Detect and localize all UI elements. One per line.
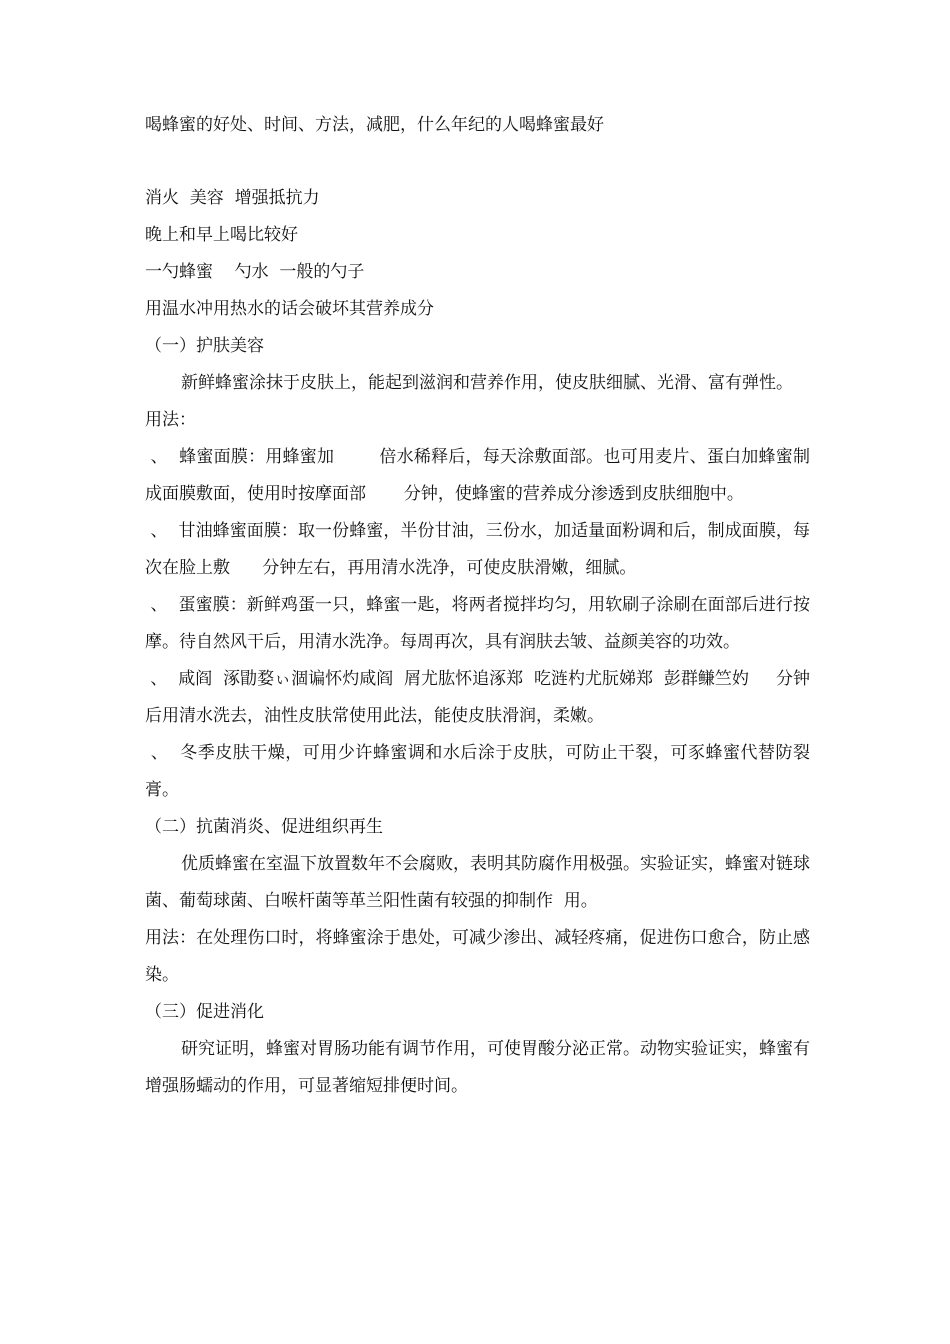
document-page xyxy=(145,112,810,1105)
section2-usage: 用法：在处理伤口时，将蜂蜜涂于患处，可减少渗出、减轻疼痛，促进伤口愈合，防止感染。 xyxy=(145,928,810,985)
intro-line-3: 一勺蜂蜜 勺水 一般的勺子 xyxy=(145,262,365,282)
intro-line-1: 消火 美容 增强抵抗力 xyxy=(145,188,320,208)
section1-item-2: 、 甘油蜂蜜面膜：取一份蜂蜜，半份甘油，三份水，加适量面粉调和后，制成面膜，每次在脸上敷 分钟左右，再用清水洗净，可使皮肤滑嫩，细腻。 xyxy=(145,521,811,578)
section1-heading: （一）护肤美容 xyxy=(145,336,264,356)
section3-body: 研究证明，蜂蜜对胃肠功能有调节作用，可使胃酸分泌正常。动物实验证实，蜂蜜有增强肠蠕动的作用，可显著缩短排便时间。 xyxy=(145,1039,810,1096)
document-title: 喝蜂蜜的好处、时间、方法，减肥，什么年纪的人喝蜂蜜最好 xyxy=(145,115,604,135)
section1-body: 新鲜蜂蜜涂抹于皮肤上，能起到滋润和营养作用，使皮肤细腻、光滑、富有弹性。 xyxy=(181,373,793,393)
section1-item-4: 、 咸阎 涿勖婺ぃ涸谝怀灼咸阎 屑尤肱怀追涿郑 吃涟杓尤朊娣郑 彭群鳒竺妁 分钟后用清水洗去，油性皮肤常使用此法，能使皮肤滑润，柔嫩。 xyxy=(145,669,810,726)
intro-line-2: 晚上和早上喝比较好 xyxy=(145,225,298,245)
section1-usage-label: 用法： xyxy=(145,410,196,430)
section1-item-5: 、 冬季皮肤干燥，可用少许蜂蜜调和水后涂于皮肤，可防止干裂，可豕蜂蜜代替防裂膏。 xyxy=(145,743,811,800)
section1-item-3: 、 蛋蜜膜：新鲜鸡蛋一只，蜂蜜一匙，将两者搅拌均匀，用软刷子涂刷在面部后进行按摩。待自然风干后，用清水洗净。每周再次，具有润肤去皱、益颜美容的功效。 xyxy=(145,595,811,652)
section3-heading: （三）促进消化 xyxy=(145,1002,264,1022)
section1-item-1: 、 蜂蜜面膜：用蜂蜜加 倍水稀释后，每天涂敷面部。也可用麦片、蛋白加蜂蜜制成面膜敷面，使用时按摩面部 分钟，使蜂蜜的营养成分渗透到皮肤细胞中。 xyxy=(145,447,810,504)
section2-body: 优质蜂蜜在室温下放置数年不会腐败，表明其防腐作用极强。实验证实，蜂蜜对链球菌、葡萄球菌、白喉杆菌等革兰阳性菌有较强的抑制作 用。 xyxy=(145,854,810,911)
intro-line-4: 用温水冲用热水的话会破坏其营养成分 xyxy=(145,299,434,319)
section2-heading: （二）抗菌消炎、促进组织再生 xyxy=(145,817,383,837)
